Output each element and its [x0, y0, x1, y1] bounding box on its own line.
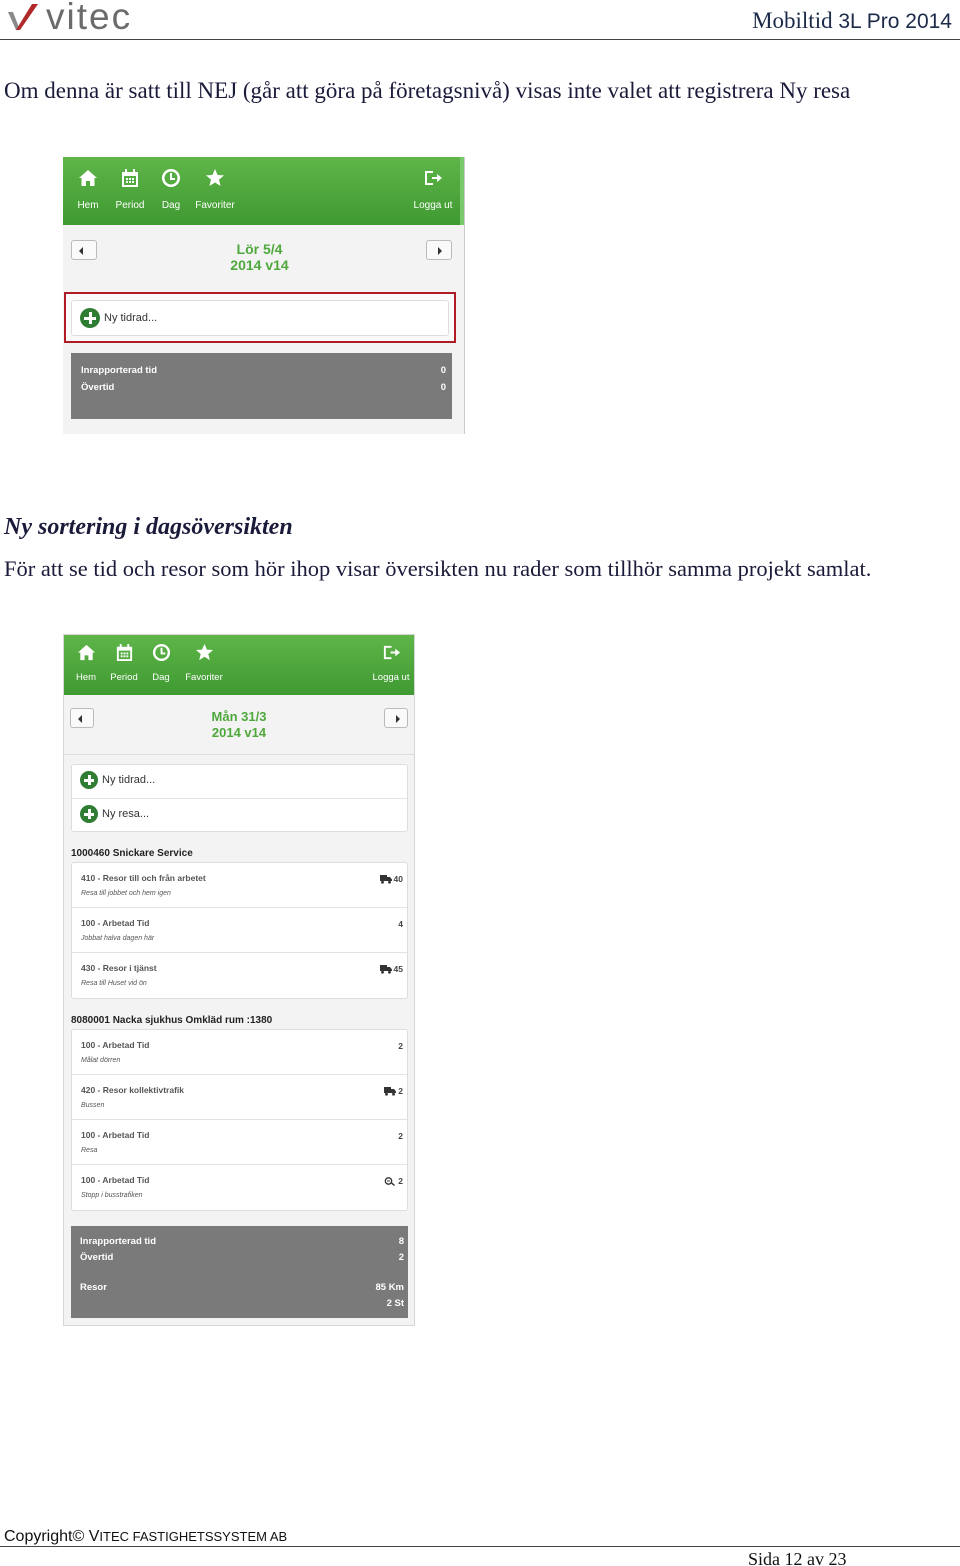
- truck-icon: [380, 875, 392, 884]
- nav-label-day: Dag: [161, 200, 181, 211]
- app-screenshot-monday: [63, 634, 415, 1326]
- new-time-row-button[interactable]: [72, 771, 407, 789]
- copyright-text: [4, 1528, 287, 1546]
- summary-overtime-value: 2: [398, 1252, 404, 1263]
- entry-comment: Resa till jobbet och hem igen: [81, 890, 171, 897]
- summary-overtime-label: Övertid: [80, 1252, 114, 1263]
- entry-value-text: 4: [398, 919, 403, 929]
- summary-overtime-label: Övertid: [81, 382, 115, 393]
- list-item[interactable]: [72, 1120, 407, 1165]
- entry-comment: Målat dörren: [81, 1057, 121, 1064]
- truck-icon: [384, 1087, 396, 1096]
- date-week: 2014 v14: [230, 257, 289, 273]
- footer-divider: [0, 1546, 960, 1547]
- date-day: Mån 31/3: [211, 709, 267, 724]
- copyright-prefix: Copyright© V: [4, 1528, 100, 1545]
- nav-bar: [63, 157, 460, 225]
- entry-comment: Bussen: [81, 1102, 105, 1109]
- clock-icon: [152, 643, 171, 662]
- divider: [64, 754, 414, 755]
- summary-reported: [80, 1236, 404, 1247]
- list-item[interactable]: [72, 1075, 407, 1120]
- project-title: 8080001 Nacka sjukhus Omkläd rum :1380: [71, 1015, 273, 1026]
- highlight-frame: [64, 292, 456, 343]
- add-list: [71, 300, 449, 336]
- new-trip-row-label: Ny resa...: [102, 808, 150, 820]
- entry-value: [384, 1086, 403, 1096]
- entry-title: 100 - Arbetad Tid: [81, 1130, 150, 1140]
- entry-comment: Stopp i busstrafiken: [81, 1192, 143, 1199]
- app-screenshot-saturday: [63, 157, 465, 434]
- new-time-row-button[interactable]: [72, 308, 448, 328]
- summary-panel: [71, 353, 452, 419]
- summary-trips-count: [80, 1298, 404, 1309]
- entry-value: [384, 1176, 403, 1186]
- entry-value-text: 2: [398, 1131, 403, 1141]
- nav-label-favorites: Favoriter: [185, 672, 223, 683]
- entry-title: 100 - Arbetad Tid: [81, 1175, 150, 1185]
- list-item[interactable]: [72, 1030, 407, 1075]
- nav-label-home: Hem: [75, 672, 97, 683]
- nav-favorites[interactable]: [184, 635, 224, 683]
- document-header: [0, 0, 960, 40]
- summary-overtime: [81, 382, 446, 393]
- new-time-row-label: Ny tidrad...: [104, 312, 158, 324]
- doc-product-text: 3L Pro 2014: [838, 10, 952, 33]
- summary-trips-label: Resor: [80, 1282, 107, 1293]
- entry-value-text: 40: [393, 874, 403, 884]
- calendar-icon: [120, 168, 140, 188]
- star-icon: [195, 643, 214, 662]
- nav-period[interactable]: [108, 635, 140, 683]
- entry-value: [398, 1131, 403, 1141]
- date-week: 2014 v14: [211, 725, 267, 740]
- entry-value: [398, 1041, 403, 1051]
- doc-title-text: Mobiltid: [752, 8, 839, 33]
- entry-value-text: 2: [398, 1176, 403, 1186]
- nav-label-home: Hem: [77, 200, 99, 211]
- project-title: 1000460 Snickare Service: [71, 848, 193, 859]
- document-title: [752, 8, 952, 34]
- next-day-button[interactable]: [384, 708, 408, 728]
- logo-text: vitec: [46, 0, 133, 37]
- nav-logout[interactable]: [410, 157, 456, 211]
- home-icon: [78, 168, 98, 188]
- copyright-company: ITEC FASTIGHETSSYSTEM AB: [99, 1529, 288, 1544]
- project-entries: [71, 1029, 408, 1211]
- vitec-logo: [6, 0, 133, 37]
- page-number: Sida 12 av 23: [748, 1549, 847, 1566]
- intro-paragraph: Om denna är satt till NEJ (går att göra på företagsnivå) visas inte valet att registrera Ny resa: [4, 78, 851, 103]
- entry-title: 410 - Resor till och från arbetet: [81, 873, 206, 883]
- summary-trips-km: 85 Km: [375, 1282, 404, 1293]
- summary-reported-label: Inrapporterad tid: [81, 365, 158, 376]
- nav-favorites[interactable]: [195, 157, 235, 211]
- nav-logout[interactable]: [369, 635, 413, 683]
- entry-value-text: 2: [398, 1086, 403, 1096]
- vitec-checkmark-icon: [6, 2, 40, 32]
- entry-value-text: 45: [393, 964, 403, 974]
- new-time-row-label: Ny tidrad...: [102, 774, 156, 786]
- summary-reported-label: Inrapporterad tid: [80, 1236, 157, 1247]
- list-item[interactable]: [72, 908, 407, 953]
- nav-bar: [64, 635, 414, 695]
- entry-comment: Resa: [81, 1147, 98, 1154]
- nav-label-logout: Logga ut: [413, 200, 453, 211]
- nav-label-day: Dag: [152, 672, 170, 683]
- plus-circle-icon: [80, 771, 98, 789]
- nav-label-period: Period: [110, 672, 138, 683]
- nav-label-logout: Logga ut: [372, 672, 410, 683]
- nav-home[interactable]: [72, 635, 100, 683]
- entry-value: [380, 874, 403, 884]
- plus-circle-icon: [80, 805, 98, 823]
- nav-label-period: Period: [115, 200, 145, 211]
- summary-panel: [71, 1226, 408, 1318]
- entry-title: 100 - Arbetad Tid: [81, 1040, 150, 1050]
- entry-comment: Jobbat halva dagen här: [81, 935, 155, 942]
- nav-edge-strip: [460, 157, 464, 225]
- entry-comment: Resa till Huset vid ön: [81, 980, 147, 987]
- add-list: [71, 764, 408, 832]
- project-entries: [71, 862, 408, 999]
- summary-overtime-value: 0: [440, 382, 446, 393]
- date-display: [63, 241, 456, 273]
- zoom-icon: [384, 1177, 396, 1186]
- summary-reported-value: 0: [440, 365, 446, 376]
- calendar-icon: [115, 643, 134, 662]
- logout-icon: [423, 168, 443, 188]
- summary-reported-value: 8: [398, 1236, 404, 1247]
- new-trip-row-button[interactable]: [72, 805, 407, 823]
- summary-reported: [81, 365, 446, 376]
- section-heading: Ny sortering i dagsöversikten: [4, 514, 293, 540]
- list-item[interactable]: [72, 863, 407, 908]
- entry-value: [380, 964, 403, 974]
- clock-icon: [161, 168, 181, 188]
- star-icon: [205, 168, 225, 188]
- list-item[interactable]: [72, 953, 407, 998]
- row-divider: [72, 798, 407, 799]
- entry-value-text: 2: [398, 1041, 403, 1051]
- entry-value: [398, 919, 403, 929]
- list-item[interactable]: [72, 1165, 407, 1210]
- summary-trips: [80, 1282, 404, 1293]
- document-footer: [0, 1528, 960, 1566]
- plus-circle-icon: [80, 308, 100, 328]
- date-display: [64, 709, 414, 741]
- nav-label-favorites: Favoriter: [195, 200, 235, 211]
- entry-title: 430 - Resor i tjänst: [81, 963, 157, 973]
- nav-home[interactable]: [73, 157, 103, 211]
- section-paragraph: För att se tid och resor som hör ihop visar översikten nu rader som tillhör samma projekt samlat.: [4, 556, 872, 581]
- nav-day[interactable]: [148, 635, 174, 683]
- truck-icon: [380, 965, 392, 974]
- nav-period[interactable]: [113, 157, 147, 211]
- date-day: Lör 5/4: [236, 241, 283, 257]
- summary-overtime: [80, 1252, 404, 1263]
- entry-title: 100 - Arbetad Tid: [81, 918, 150, 928]
- next-day-button[interactable]: [426, 240, 452, 260]
- summary-trips-count-value: 2 St: [386, 1298, 404, 1309]
- entry-title: 420 - Resor kollektivtrafik: [81, 1085, 184, 1095]
- home-icon: [77, 643, 96, 662]
- nav-day[interactable]: [157, 157, 185, 211]
- logout-icon: [382, 643, 401, 662]
